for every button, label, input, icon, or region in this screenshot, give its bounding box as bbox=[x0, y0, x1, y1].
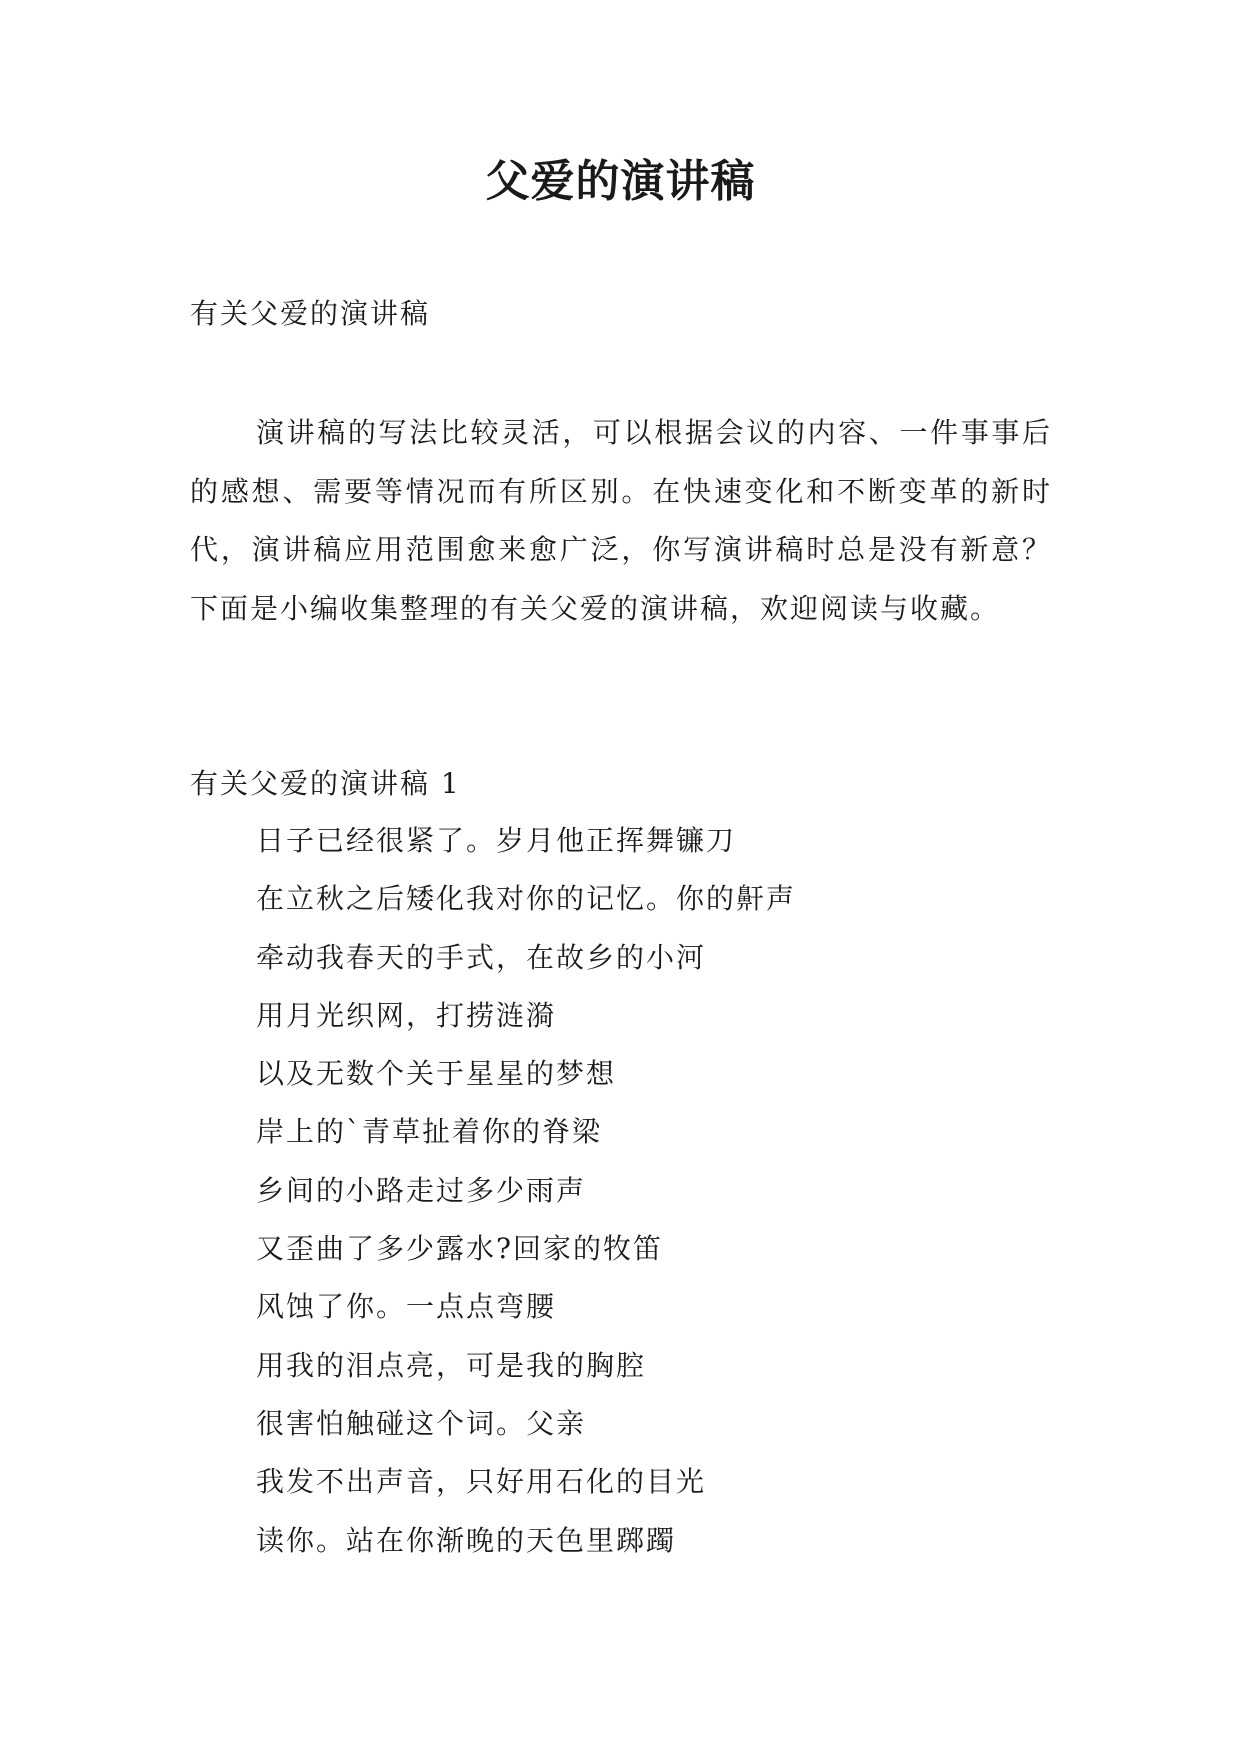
subtitle: 有关父爱的演讲稿 bbox=[190, 297, 431, 330]
poem-line: 日子已经很紧了。岁月他正挥舞镰刀 bbox=[256, 824, 737, 857]
poem-line: 很害怕触碰这个词。父亲 bbox=[256, 1406, 587, 1440]
poem-line: 牵动我春天的手式，在故乡的小河 bbox=[256, 940, 707, 974]
intro-paragraph: 演讲稿的写法比较灵活，可以根据会议的内容、一件事事后的感想、需要等情况而有所区别。在快速变化和不断变革的新时代，演讲稿应用范围愈来愈广泛，你写演讲稿时总是没有新意？下面是小编收集整理的有关父爱的演讲稿，欢迎阅读与收藏。 bbox=[190, 416, 1052, 625]
poem-line: 用月光织网，打捞涟漪 bbox=[256, 998, 557, 1032]
poem-line: 用我的泪点亮，可是我的胸腔 bbox=[256, 1348, 647, 1382]
poem-line: 我发不出声音，只好用石化的目光 bbox=[256, 1465, 707, 1499]
poem-line: 以及无数个关于星星的梦想 bbox=[256, 1057, 617, 1091]
poem-line: 岸上的`青草扯着你的脊梁 bbox=[256, 1115, 603, 1149]
poem-line: 风蚀了你。一点点弯腰 bbox=[256, 1290, 557, 1324]
section-heading: 有关父爱的演讲稿 1 bbox=[190, 767, 461, 800]
poem-line: 在立秋之后矮化我对你的记忆。你的鼾声 bbox=[256, 882, 797, 916]
poem-line: 乡间的小路走过多少雨声 bbox=[256, 1173, 587, 1207]
poem-line: 又歪曲了多少露水?回家的牧笛 bbox=[256, 1232, 664, 1266]
poem bbox=[256, 812, 796, 1570]
page-title: 父爱的演讲稿 bbox=[485, 156, 756, 207]
poem-line: 读你。站在你渐晚的天色里踯躅 bbox=[256, 1523, 677, 1557]
